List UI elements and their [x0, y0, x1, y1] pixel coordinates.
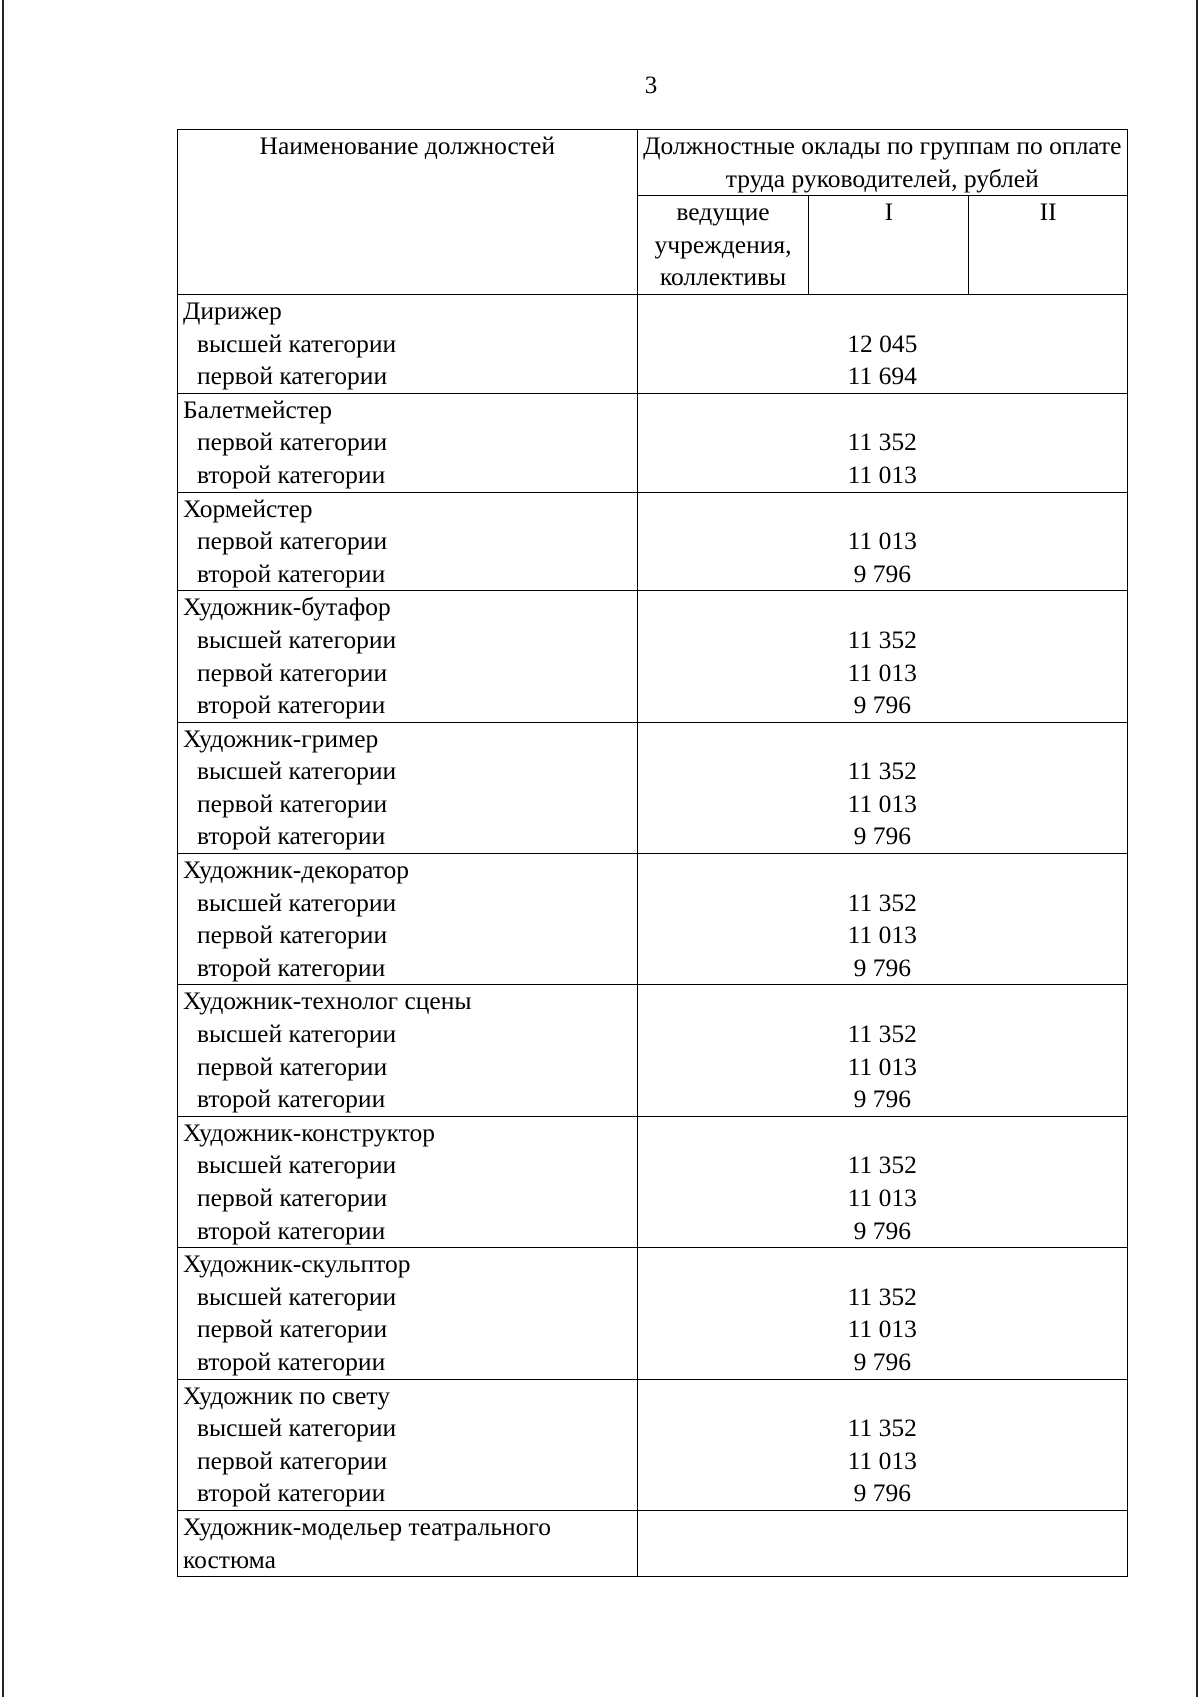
position-title: Художник-декоратор [183, 855, 410, 885]
position-cell [178, 591, 638, 722]
category-label: высшей категории [197, 1019, 397, 1049]
salary-value: 11 352 [847, 1413, 917, 1443]
category-label: первой категории [197, 1445, 388, 1475]
position-cell [178, 1379, 638, 1510]
category-label: первой категории [197, 1183, 388, 1212]
table-row [178, 1379, 1128, 1510]
salary-value: 11 013 [847, 1314, 917, 1344]
header-position [178, 130, 638, 295]
category-label: второй категории [197, 1084, 386, 1114]
position-cell [178, 722, 638, 853]
header-group-2: II [969, 196, 1128, 295]
category-label: первой категории [197, 361, 388, 391]
salary-value: 11 352 [847, 427, 917, 457]
category-label: высшей категории [197, 1413, 397, 1443]
salary-value: 11 013 [847, 1183, 917, 1212]
category-label: высшей категории [197, 624, 397, 654]
salary-value: 9 796 [853, 821, 911, 851]
salary-cell [637, 1510, 1127, 1576]
position-title: Дирижер [183, 295, 282, 325]
category-label: первой категории [197, 1314, 388, 1344]
salary-value: 9 796 [853, 558, 911, 588]
table-row [178, 722, 1128, 853]
position-title: Художник-технолог сцены [183, 986, 472, 1016]
salary-value: 9 796 [853, 1084, 911, 1114]
position-title: Художник-гример [183, 723, 379, 753]
salary-cell [637, 591, 1127, 722]
salary-value: 11 013 [847, 1445, 917, 1475]
position-title: Балетмейстер [183, 394, 333, 424]
table-row [178, 1116, 1128, 1247]
salary-value: 11 013 [847, 920, 917, 950]
salary-cell [637, 1248, 1127, 1379]
position-title: Хормейстер [183, 493, 313, 523]
category-label: первой категории [197, 788, 388, 818]
salary-value: 11 013 [847, 657, 917, 687]
salary-value: 11 013 [847, 788, 917, 818]
table-row [178, 985, 1128, 1116]
salary-value: 11 352 [847, 1019, 917, 1049]
salary-cell [637, 1116, 1127, 1247]
category-label: второй категории [197, 558, 386, 588]
position-cell [178, 854, 638, 985]
table-row [178, 393, 1128, 492]
category-label: первой категории [197, 526, 388, 556]
category-label: высшей категории [197, 1281, 397, 1311]
category-label: первой категории [197, 657, 388, 687]
position-title: Художник-скульптор [183, 1249, 411, 1279]
salary-value: 9 796 [853, 1215, 911, 1245]
salary-value: 11 352 [847, 624, 917, 654]
salary-table [177, 129, 1128, 1577]
category-label: второй категории [197, 1478, 386, 1508]
position-title: Художник-бутафор [183, 592, 391, 622]
position-title: Художник-конструктор [183, 1117, 435, 1147]
salary-cell [637, 393, 1127, 492]
salary-value: 11 352 [847, 756, 917, 786]
category-label: высшей категории [197, 328, 397, 358]
category-label: второй категории [197, 952, 386, 982]
salary-value: 11 013 [847, 526, 917, 556]
category-label: высшей категории [197, 756, 397, 786]
header-leading: ведущие учреждения, коллективы [637, 196, 809, 295]
header-row-1 [178, 130, 1128, 196]
salary-cell [637, 854, 1127, 985]
salary-value: 11 352 [847, 1150, 917, 1180]
position-cell [178, 1116, 638, 1247]
salary-cell [637, 294, 1127, 393]
category-label: высшей категории [197, 887, 397, 917]
salary-value: 12 045 [847, 328, 918, 358]
position-title: Художник по свету [183, 1380, 390, 1410]
category-label: первой категории [197, 1051, 388, 1081]
category-label: второй категории [197, 1346, 386, 1376]
salary-value: 9 796 [853, 1346, 911, 1376]
salary-value: 11 694 [847, 361, 917, 391]
salary-value: 11 352 [847, 1281, 917, 1311]
table-row [178, 1248, 1128, 1379]
salary-value: 9 796 [853, 690, 911, 720]
category-label: первой категории [197, 920, 388, 950]
position-cell [178, 492, 638, 591]
position-cell [178, 393, 638, 492]
page-number: 3 [644, 72, 658, 99]
salary-value: 11 013 [847, 1051, 917, 1081]
salary-cell [637, 722, 1127, 853]
table-row [178, 854, 1128, 985]
salary-cell [637, 985, 1127, 1116]
position-cell [178, 1510, 638, 1576]
salary-value: 9 796 [853, 952, 911, 982]
position-cell [178, 985, 638, 1116]
table-row [178, 294, 1128, 393]
table-row [178, 492, 1128, 591]
category-label: второй категории [197, 690, 386, 720]
salary-cell [637, 1379, 1127, 1510]
salary-cell [637, 492, 1127, 591]
salary-value: 11 352 [847, 887, 917, 917]
category-label: второй категории [197, 821, 386, 851]
category-label: второй категории [197, 1215, 386, 1245]
position-cell [178, 1248, 638, 1379]
table-row [178, 1510, 1128, 1576]
table-row [178, 591, 1128, 722]
category-label: первой категории [197, 427, 388, 457]
header-salary-group: Должностные оклады по группам по оплате труда руководителей, рублей [637, 130, 1127, 196]
position-title: Художник-модельер театрального костюма [183, 1511, 551, 1574]
category-label: высшей категории [197, 1150, 397, 1180]
salary-value: 9 796 [853, 1478, 911, 1508]
category-label: второй категории [197, 459, 386, 489]
position-cell [178, 294, 638, 393]
header-position-label: Наименование должностей [259, 131, 555, 160]
header-group-1: I [809, 196, 969, 295]
salary-value: 11 013 [847, 459, 917, 489]
